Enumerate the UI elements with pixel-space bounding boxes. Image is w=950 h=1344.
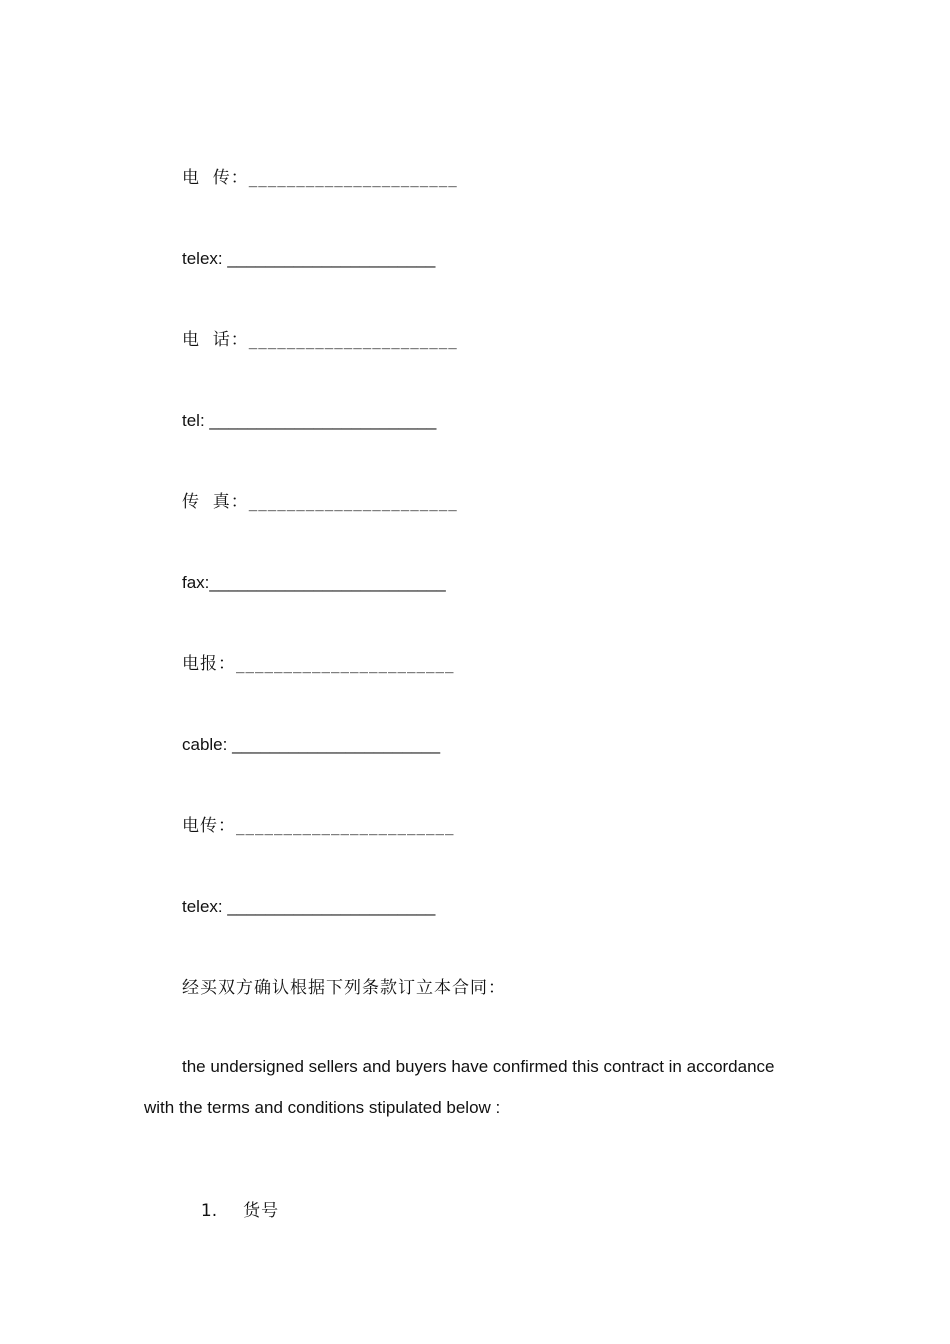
telex2-cn-field: 电传：_______________________	[182, 816, 455, 836]
item-1	[182, 1178, 279, 1244]
fax-en-field: fax:_________________________	[182, 573, 446, 592]
confirmation-en-paragraph	[144, 1046, 804, 1128]
cable-cn-field: 电报：_______________________	[182, 654, 455, 674]
fax-cn-field: 传 真：______________________	[182, 492, 458, 512]
cable-en-field: cable: ______________________	[182, 735, 441, 754]
tel-en-field: tel: ________________________	[182, 411, 437, 430]
confirmation-cn: 经买双方确认根据下列条款订立本合同：	[182, 978, 506, 998]
telex-en-field: telex: ______________________	[182, 249, 436, 268]
telex2-en-field: telex: ______________________	[182, 897, 436, 916]
confirmation-en: the undersigned sellers and buyers have confirmed this contract in accordance with the terms and conditions stipulated below :	[144, 1057, 775, 1117]
telex-cn-field: 电 传：______________________	[182, 168, 458, 188]
phone-cn-field: 电 话：______________________	[182, 330, 458, 350]
item-1-label: 货号	[243, 1201, 280, 1221]
item-1-number: 1.	[200, 1201, 218, 1221]
